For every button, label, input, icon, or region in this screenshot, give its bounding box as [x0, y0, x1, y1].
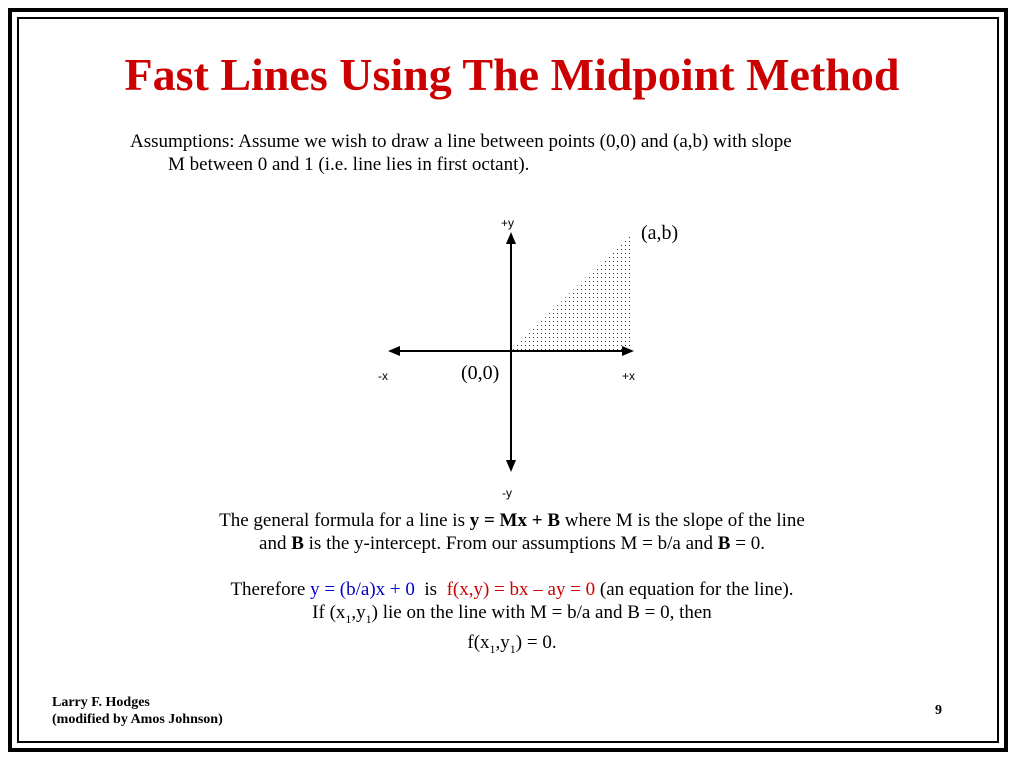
endpoint-label: (a,b)	[641, 222, 679, 244]
slide-title: Fast Lines Using The Midpoint Method	[124, 49, 900, 100]
assumptions-line-1: Assumptions: Assume we wish to draw a line between points (0,0) and (a,b) with slope	[130, 131, 792, 152]
text-span: (an equation for the line).	[595, 579, 794, 600]
formula-line-1	[0, 509, 1024, 532]
text-span: ,y	[351, 602, 366, 623]
y-axis-top-arrow	[506, 232, 516, 244]
formula-line-5	[0, 631, 1024, 661]
subscript: 1	[345, 611, 352, 626]
text-span: where M is the slope of the line	[560, 510, 805, 531]
y-positive-label: +y	[501, 216, 515, 230]
origin-label: (0,0)	[461, 362, 500, 384]
spacer	[0, 555, 1024, 578]
footer-credits	[52, 694, 223, 728]
text-span: ) lie on the line with M = b/a and B = 0, then	[371, 602, 712, 623]
bold-b: B	[291, 533, 304, 554]
y-axis-bottom-arrow	[506, 460, 516, 472]
assumptions-line-2: M between 0 and 1 (i.e. line lies in first octant).	[168, 154, 530, 175]
text-span: ,y	[495, 631, 510, 653]
x-positive-label: +x	[622, 369, 636, 383]
x-negative-label: -x	[378, 369, 388, 383]
x-axis-left-arrow	[388, 346, 400, 356]
subscript: 1	[509, 641, 516, 656]
subscript: 1	[365, 611, 372, 626]
formula-line-2	[0, 532, 1024, 555]
text-span: ) = 0.	[515, 631, 557, 653]
text-span: The general formula for a line is	[219, 510, 470, 531]
formula-line-3	[0, 578, 1024, 601]
bold-b: B	[717, 533, 731, 554]
red-equation: f(x,y) = bx – ay = 0	[446, 579, 596, 600]
page-number: 9	[935, 703, 942, 718]
text-span: = 0.	[730, 533, 765, 554]
shaded-triangle	[511, 232, 632, 351]
y-negative-label: -y	[502, 486, 512, 500]
text-span: If (x	[312, 602, 346, 623]
text-span: is the y-intercept. From our assumptions M = b/a and	[303, 533, 718, 554]
subscript: 1	[489, 641, 496, 656]
text-span: f(x	[467, 631, 490, 653]
formula-line-4	[0, 601, 1024, 631]
footer-modified: (modified by Amos Johnson)	[52, 712, 223, 727]
line-equation: y = Mx + B	[469, 510, 560, 531]
footer-author: Larry F. Hodges	[52, 695, 150, 710]
formula-block	[0, 509, 1024, 661]
text-span: and	[259, 533, 292, 554]
blue-equation: y = (b/a)x + 0	[310, 579, 415, 600]
text-span: is	[414, 579, 447, 600]
text-span: Therefore	[230, 579, 311, 600]
